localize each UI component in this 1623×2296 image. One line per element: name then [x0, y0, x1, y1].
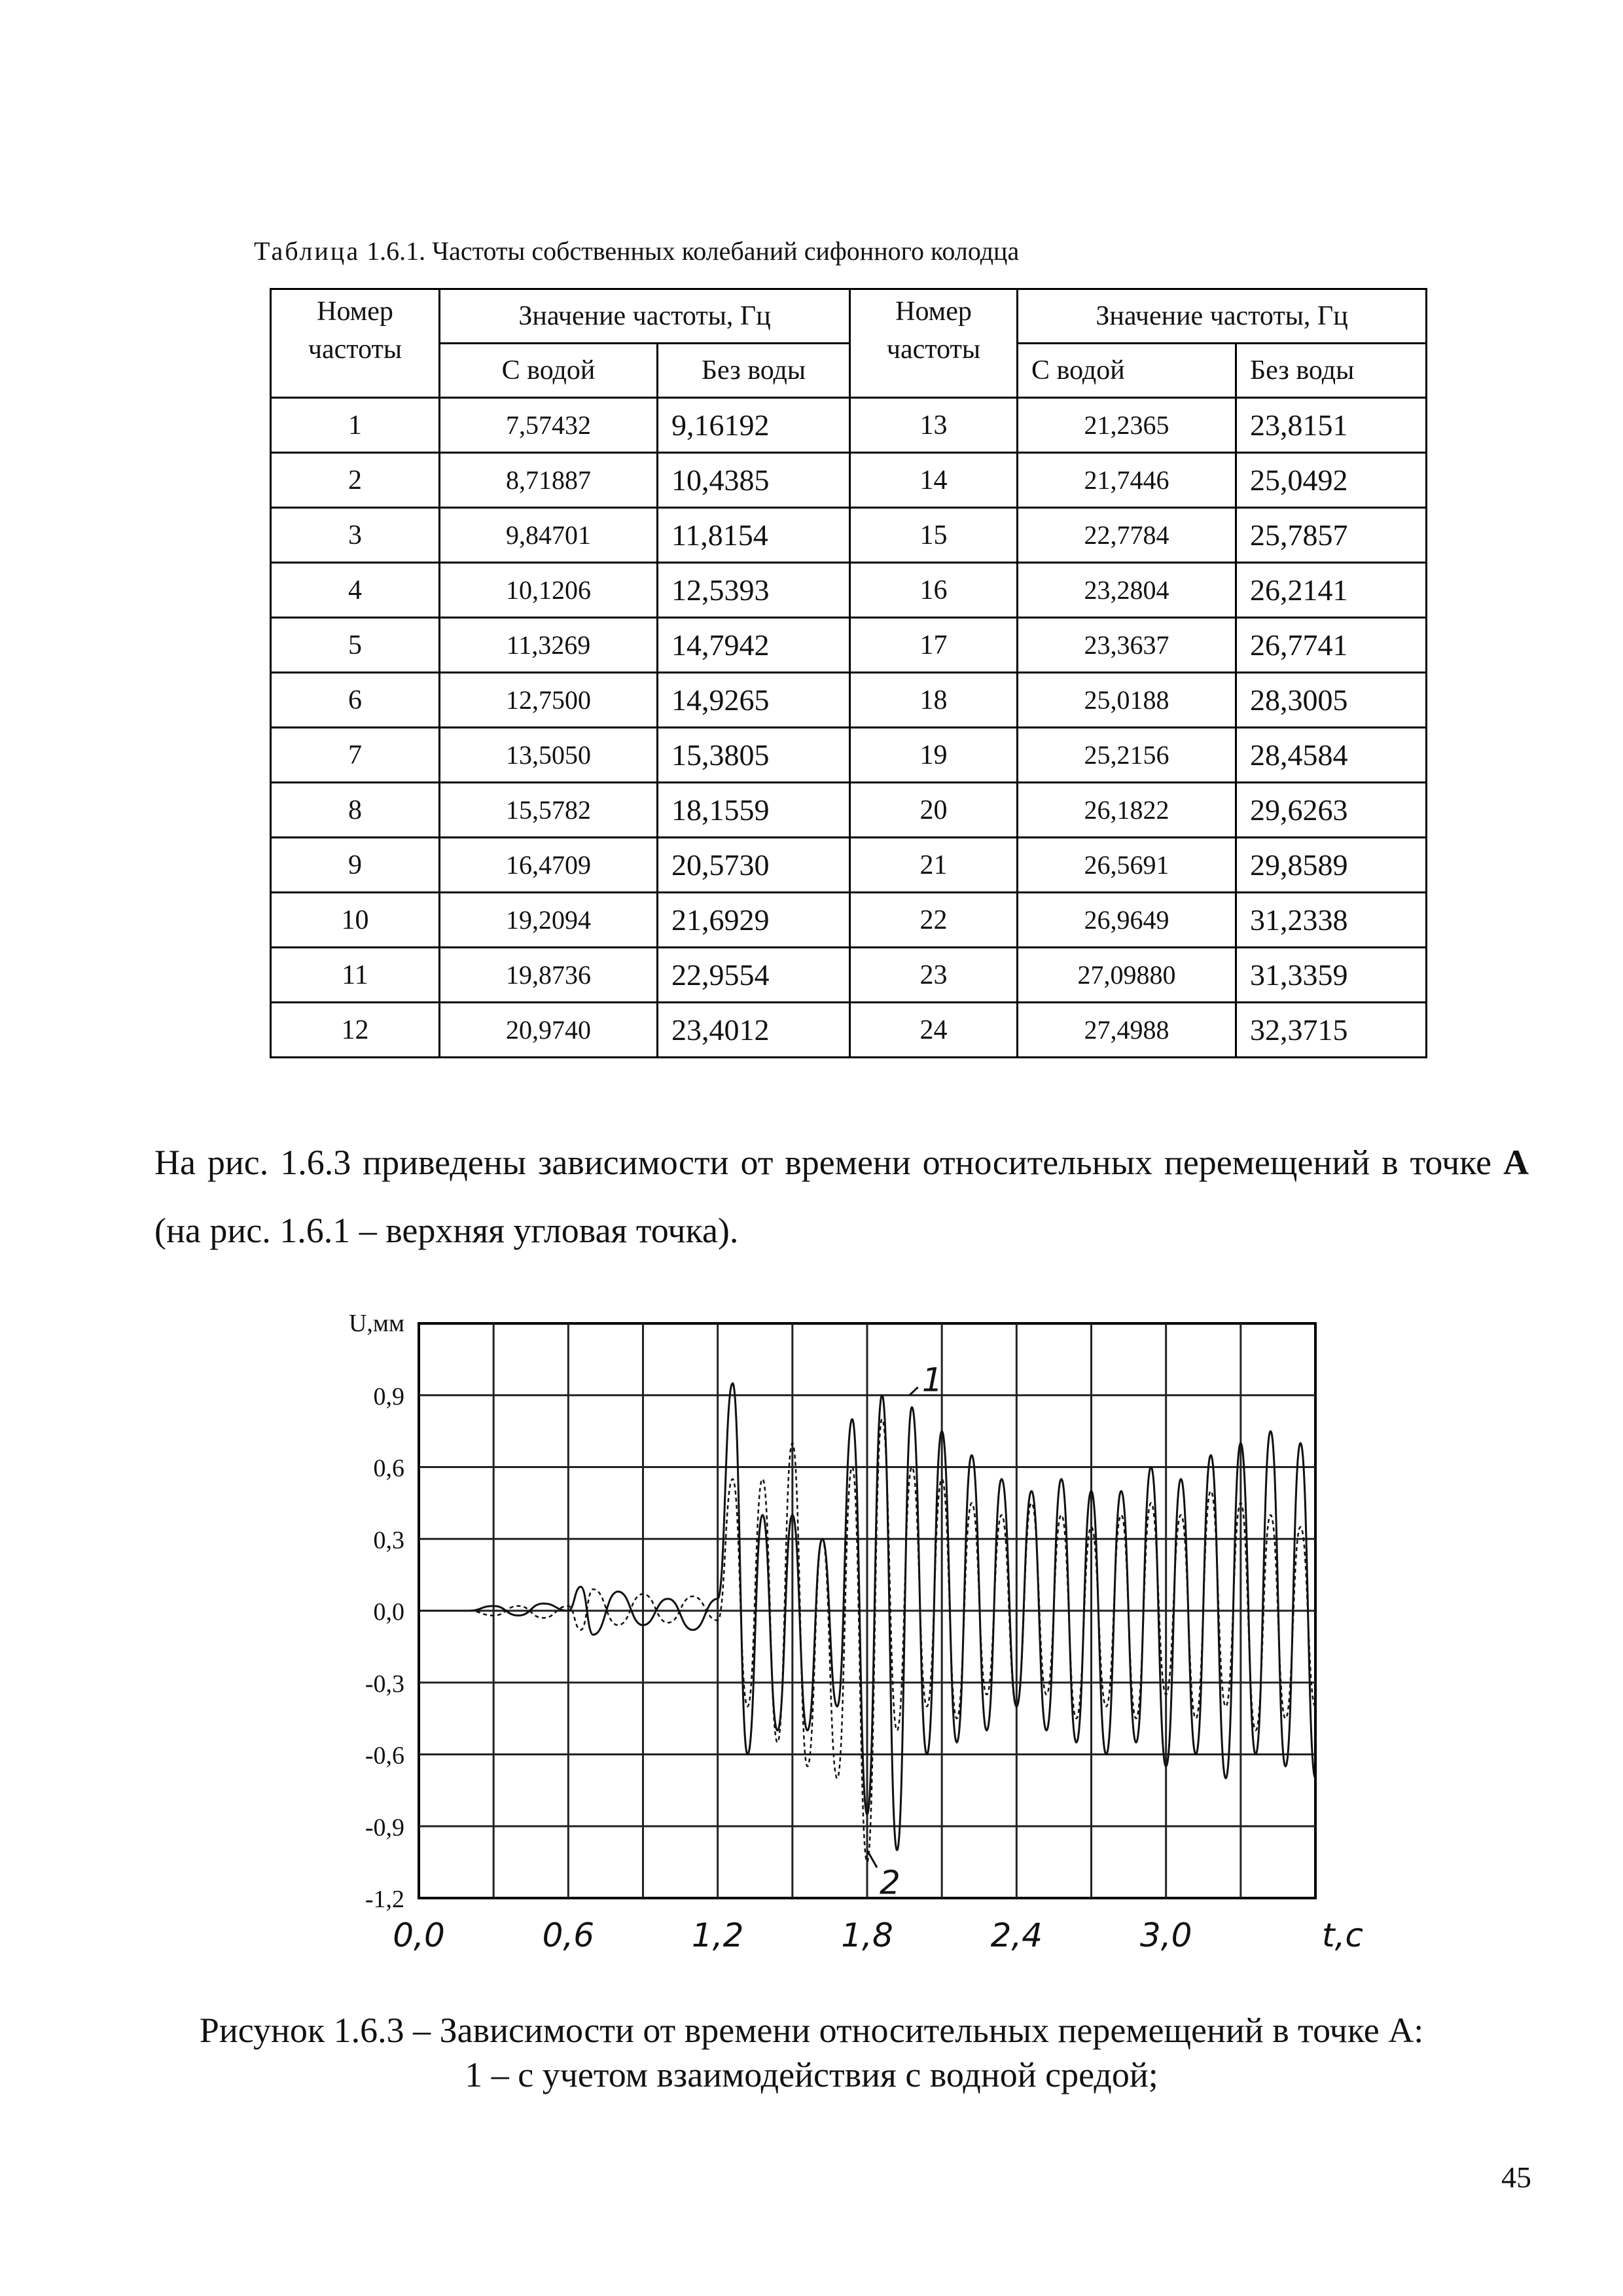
- table-row: [271, 563, 1427, 618]
- paragraph-text-part2: (на рис. 1.6.1 – верхняя угловая точка).: [154, 1211, 739, 1250]
- y-tick-label: -0,3: [365, 1670, 404, 1698]
- cell-row-number-right: 18: [850, 673, 1018, 728]
- x-tick-label: 0,0: [393, 1916, 445, 1950]
- cell-with-water-left: 20,9740: [440, 1003, 658, 1058]
- cell-without-water-left: 21,6929: [658, 893, 850, 948]
- cell-without-water-right: 29,8589: [1236, 838, 1427, 893]
- table-row: [271, 508, 1427, 563]
- cell-row-number-left: 3: [271, 508, 440, 563]
- cell-row-number-right: 14: [850, 453, 1018, 508]
- body-paragraph: [154, 1128, 1529, 1265]
- cell-row-number-left: 11: [271, 948, 440, 1003]
- table-row: [271, 618, 1427, 673]
- table-caption-label: Таблица: [254, 236, 361, 266]
- y-tick-label: -0,9: [365, 1814, 404, 1842]
- cell-with-water-right: 27,09880: [1018, 948, 1236, 1003]
- header-with-water-left: С водой: [440, 344, 658, 398]
- table-row: [271, 1003, 1427, 1058]
- cell-row-number-right: 15: [850, 508, 1018, 563]
- cell-row-number-right: 16: [850, 563, 1018, 618]
- cell-without-water-right: 29,6263: [1236, 783, 1427, 838]
- cell-without-water-right: 31,3359: [1236, 948, 1427, 1003]
- cell-with-water-right: 25,2156: [1018, 728, 1236, 783]
- cell-with-water-right: 23,2804: [1018, 563, 1236, 618]
- cell-with-water-right: 26,9649: [1018, 893, 1236, 948]
- cell-with-water-right: 27,4988: [1018, 1003, 1236, 1058]
- cell-without-water-right: 32,3715: [1236, 1003, 1427, 1058]
- x-tick-label: 3,0: [1139, 1916, 1192, 1950]
- cell-with-water-left: 19,2094: [440, 893, 658, 948]
- cell-row-number-right: 24: [850, 1003, 1018, 1058]
- y-tick-label: 0,9: [373, 1382, 404, 1410]
- table-body: [271, 398, 1427, 1058]
- chart-grid: [419, 1323, 1315, 1898]
- cell-with-water-right: 22,7784: [1018, 508, 1236, 563]
- y-tick-label: 0,6: [373, 1454, 404, 1482]
- cell-without-water-right: 31,2338: [1236, 893, 1427, 948]
- cell-with-water-left: 13,5050: [440, 728, 658, 783]
- y-tick-label: -1,2: [365, 1886, 404, 1913]
- cell-without-water-left: 23,4012: [658, 1003, 850, 1058]
- figure-caption-line1: Рисунок 1.6.3 – Зависимости от времени относительных перемещений в точке А:: [199, 2011, 1424, 2050]
- header-without-water-left: Без воды: [658, 344, 850, 398]
- table-row: [271, 398, 1427, 453]
- cell-row-number-left: 8: [271, 783, 440, 838]
- cell-with-water-left: 10,1206: [440, 563, 658, 618]
- table-row: [271, 838, 1427, 893]
- cell-with-water-left: 9,84701: [440, 508, 658, 563]
- cell-with-water-left: 16,4709: [440, 838, 658, 893]
- cell-without-water-left: 9,16192: [658, 398, 850, 453]
- cell-without-water-right: 25,0492: [1236, 453, 1427, 508]
- cell-with-water-right: 21,2365: [1018, 398, 1236, 453]
- paragraph-point-label: А: [1503, 1143, 1529, 1182]
- cell-row-number-right: 21: [850, 838, 1018, 893]
- cell-without-water-right: 25,7857: [1236, 508, 1427, 563]
- page-number: 45: [1501, 2161, 1531, 2194]
- cell-without-water-right: 23,8151: [1236, 398, 1427, 453]
- cell-with-water-left: 8,71887: [440, 453, 658, 508]
- cell-row-number-left: 6: [271, 673, 440, 728]
- header-with-water-right: С водой: [1018, 344, 1236, 398]
- x-axis-label: t,c: [1322, 1916, 1363, 1950]
- cell-with-water-right: 26,1822: [1018, 783, 1236, 838]
- header-without-water-right: Без воды: [1236, 344, 1427, 398]
- y-tick-label: -0,6: [365, 1742, 404, 1770]
- x-tick-label: 1,8: [841, 1916, 893, 1950]
- table-caption-text: 1.6.1. Частоты собственных колебаний сифонного колодца: [366, 236, 1020, 266]
- figure-caption: [0, 2008, 1623, 2097]
- table-row: [271, 728, 1427, 783]
- cell-row-number-left: 7: [271, 728, 440, 783]
- cell-row-number-right: 22: [850, 893, 1018, 948]
- paragraph-text-part1: На рис. 1.6.3 приведены зависимости от времени относительных перемещений в точке: [154, 1143, 1503, 1182]
- header-frequency-value-left: Значение частоты, Гц: [440, 289, 850, 344]
- cell-without-water-right: 26,2141: [1236, 563, 1427, 618]
- cell-without-water-left: 14,7942: [658, 618, 850, 673]
- displacement-chart: [0, 1283, 1623, 1950]
- cell-row-number-right: 13: [850, 398, 1018, 453]
- cell-row-number-right: 23: [850, 948, 1018, 1003]
- x-tick-label: 1,2: [691, 1916, 744, 1950]
- cell-without-water-left: 18,1559: [658, 783, 850, 838]
- frequency-table: [270, 288, 1427, 1058]
- series-1-label: 1: [921, 1361, 943, 1399]
- cell-without-water-left: 15,3805: [658, 728, 850, 783]
- y-tick-label: 0,0: [373, 1598, 404, 1626]
- table-row: [271, 453, 1427, 508]
- cell-without-water-right: 28,3005: [1236, 673, 1427, 728]
- figure-caption-line2: 1 – с учетом взаимодействия с водной средой;: [465, 2055, 1158, 2094]
- cell-row-number-left: 10: [271, 893, 440, 948]
- table-caption: [254, 236, 1019, 266]
- cell-row-number-left: 9: [271, 838, 440, 893]
- cell-with-water-right: 25,0188: [1018, 673, 1236, 728]
- header-frequency-number-left: Номер частоты: [271, 289, 440, 398]
- cell-row-number-left: 12: [271, 1003, 440, 1058]
- cell-with-water-left: 15,5782: [440, 783, 658, 838]
- cell-without-water-left: 22,9554: [658, 948, 850, 1003]
- cell-row-number-left: 5: [271, 618, 440, 673]
- table-row: [271, 673, 1427, 728]
- cell-without-water-right: 28,4584: [1236, 728, 1427, 783]
- header-frequency-number-right: Номер частоты: [850, 289, 1018, 398]
- cell-without-water-right: 26,7741: [1236, 618, 1427, 673]
- cell-with-water-right: 23,3637: [1018, 618, 1236, 673]
- cell-without-water-left: 14,9265: [658, 673, 850, 728]
- cell-with-water-left: 19,8736: [440, 948, 658, 1003]
- cell-with-water-left: 7,57432: [440, 398, 658, 453]
- x-tick-label: 0,6: [542, 1916, 595, 1950]
- cell-row-number-right: 17: [850, 618, 1018, 673]
- header-frequency-value-right: Значение частоты, Гц: [1018, 289, 1427, 344]
- table-row: [271, 783, 1427, 838]
- series-1-leader: [910, 1387, 918, 1395]
- cell-row-number-right: 20: [850, 783, 1018, 838]
- cell-with-water-right: 26,5691: [1018, 838, 1236, 893]
- cell-row-number-left: 2: [271, 453, 440, 508]
- x-tick-label: 2,4: [990, 1916, 1043, 1950]
- series-2-label: 2: [880, 1863, 901, 1902]
- cell-row-number-left: 4: [271, 563, 440, 618]
- y-tick-label: 0,3: [373, 1526, 404, 1554]
- cell-row-number-left: 1: [271, 398, 440, 453]
- cell-without-water-left: 11,8154: [658, 508, 850, 563]
- cell-with-water-left: 12,7500: [440, 673, 658, 728]
- cell-without-water-left: 20,5730: [658, 838, 850, 893]
- cell-with-water-left: 11,3269: [440, 618, 658, 673]
- table-row: [271, 893, 1427, 948]
- y-axis-label: U,мм: [348, 1310, 404, 1337]
- table-row: [271, 948, 1427, 1003]
- cell-without-water-left: 10,4385: [658, 453, 850, 508]
- cell-with-water-right: 21,7446: [1018, 453, 1236, 508]
- cell-row-number-right: 19: [850, 728, 1018, 783]
- cell-without-water-left: 12,5393: [658, 563, 850, 618]
